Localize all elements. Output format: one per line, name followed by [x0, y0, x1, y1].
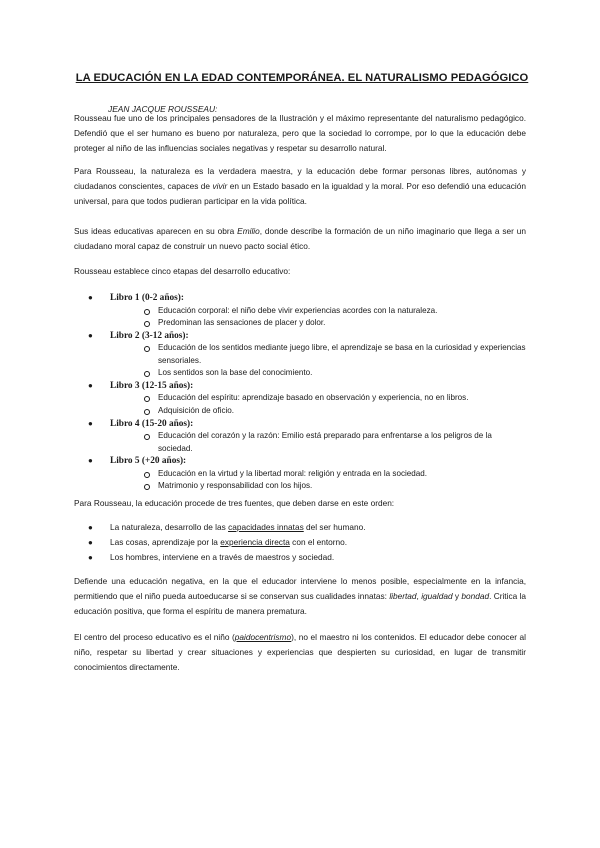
- negative-text-start: Defiende una educación negativa, en la que el educador interviene lo menos posible, especialmente en la infancia, permitiendo que el niño pueda autoeducarse si se conservan sus cualidades innatas:: [74, 576, 526, 602]
- book-title: Libro 1 (0-2 años):: [110, 293, 184, 303]
- book-item: [88, 418, 528, 456]
- negative-emphasis-bondad: bondad: [461, 591, 490, 602]
- negative-emphasis-igualdad: igualdad: [421, 591, 453, 602]
- book-title: Libro 3 (12-15 años):: [110, 380, 194, 391]
- book-point-text: Educación corporal: el niño debe vivir experiencias acordes con la naturaleza.: [158, 305, 438, 315]
- center-text-end: ), no el maestro ni los contenidos. El educador debe conocer al niño, respetar su libertad y crear situaciones y experiencias que despierten su curiosidad, en lugar de transmitir conocimientos directamente.: [74, 632, 526, 673]
- negative-separator: ,: [416, 591, 422, 602]
- paidocentrism-paragraph: [74, 630, 526, 675]
- bullet-icon: ●: [88, 538, 93, 548]
- book-point: [144, 367, 528, 380]
- book-point-text: Los sentidos son la base del conocimiento.: [158, 368, 313, 378]
- center-text-start: El centro del proceso educativo es el niño (: [74, 632, 235, 642]
- book-item: [88, 455, 528, 493]
- source-item: [88, 550, 528, 565]
- source-text-end: con el entorno.: [289, 537, 348, 548]
- source-text-end: del ser humano.: [303, 522, 366, 532]
- intro-paragraph: Rousseau fue uno de los principales pensadores de la Ilustración y el máximo representante del naturalismo pedagógico. Defendió que el ser humano es bueno por naturaleza, pero que la sociedad lo corrompe, por lo que la educación debe proteger al niño de las influencias sociales negativas y respetar su desarrollo natural.: [74, 113, 526, 154]
- source-text-start: Los hombres, interviene en a través de maestros y sociedad.: [110, 552, 335, 563]
- circle-bullet-icon: [144, 346, 150, 352]
- source-item: [88, 520, 528, 535]
- nature-paragraph: [74, 164, 526, 209]
- negative-education-paragraph: [74, 574, 526, 619]
- book-point-text: Educación del espíritu: aprendizaje basado en observación y experiencia, no en libros.: [158, 393, 469, 403]
- source-underlined: capacidades innatas: [228, 522, 304, 532]
- book-item: [88, 380, 528, 418]
- bullet-icon: ●: [88, 330, 93, 340]
- circle-bullet-icon: [144, 321, 150, 327]
- circle-bullet-icon: [144, 472, 150, 478]
- book-point: [144, 342, 528, 367]
- book-title: Libro 5 (+20 años):: [110, 456, 187, 467]
- book-point: [144, 430, 528, 455]
- book-point: [144, 317, 528, 330]
- negative-separator: y: [452, 591, 462, 602]
- nature-text-start: Para Rousseau, la naturaleza es la verdadera maestra, y la educación debe formar personas libres, autónomas y ciudadanos conscientes, capaces de: [74, 166, 526, 192]
- source-text-start: Las cosas, aprendizaje por la: [110, 537, 221, 548]
- sources-intro: Para Rousseau, la educación procede de tres fuentes, que deben darse en este orden:: [74, 498, 395, 508]
- nature-emphasis: vivir: [212, 181, 228, 192]
- ideas-emphasis: Emilio: [237, 226, 260, 236]
- book-point-text: Adquisición de oficio.: [158, 406, 235, 416]
- stages-intro: Rousseau establece cinco etapas del desarrollo educativo:: [74, 266, 291, 276]
- book-point-text: Predominan las sensaciones de placer y dolor.: [158, 318, 326, 328]
- nature-text-end: en un Estado basado en la igualdad y la moral. Por eso defendió una educación universal, para que todos pudieran participar en la vida política.: [74, 181, 527, 207]
- source-underlined: experiencia directa: [220, 537, 290, 548]
- bullet-icon: ●: [88, 418, 93, 428]
- books-list: [88, 292, 528, 493]
- sources-list: [88, 520, 528, 566]
- book-title: Libro 4 (15-20 años):: [110, 418, 194, 429]
- book-sublist: [110, 430, 528, 455]
- circle-bullet-icon: [144, 309, 150, 315]
- book-point: [144, 392, 528, 405]
- circle-bullet-icon: [144, 409, 150, 415]
- ideas-text-end: , donde describe la formación de un niño imaginario que llega a ser un ciudadano moral capaz de construir un nuevo pacto social ético.: [74, 226, 526, 252]
- book-point-text: Educación del corazón y la razón: Emilio está preparado para enfrentarse a los peligros de la sociedad.: [158, 431, 492, 453]
- bullet-icon: ●: [88, 553, 93, 563]
- author-heading: JEAN JACQUE ROUSSEAU:: [108, 104, 218, 114]
- book-point-text: Educación de los sentidos mediante juego libre, el aprendizaje se basa en la curiosidad y experiencias sensoriales.: [158, 343, 526, 365]
- book-sublist: [110, 468, 528, 493]
- book-item: [88, 292, 528, 330]
- book-point-text: Educación en la virtud y la libertad moral: religión y entrada en la sociedad.: [158, 468, 428, 478]
- book-point: [144, 480, 528, 493]
- source-item: [88, 535, 528, 550]
- book-title: Libro 2 (3-12 años):: [110, 330, 189, 341]
- book-point-text: Matrimonio y responsabilidad con los hijos.: [158, 481, 313, 491]
- negative-text-end: . Critica la educación positiva, que forma el espíritu de manera prematura.: [74, 591, 526, 617]
- book-sublist: [110, 342, 528, 380]
- circle-bullet-icon: [144, 371, 150, 377]
- ideas-paragraph: [74, 224, 526, 254]
- bullet-icon: ●: [88, 456, 93, 466]
- book-sublist: [110, 305, 528, 330]
- circle-bullet-icon: [144, 434, 150, 440]
- book-point: [144, 468, 528, 481]
- circle-bullet-icon: [144, 396, 150, 402]
- book-point: [144, 305, 528, 318]
- source-text-start: La naturaleza, desarrollo de las: [110, 522, 229, 532]
- book-sublist: [110, 392, 528, 417]
- circle-bullet-icon: [144, 484, 150, 490]
- ideas-text-start: Sus ideas educativas aparecen en su obra: [74, 226, 238, 236]
- center-emphasis: paidocentrismo: [234, 632, 292, 642]
- bullet-icon: ●: [88, 523, 93, 532]
- book-item: [88, 330, 528, 380]
- negative-emphasis-libertad: libertad: [389, 591, 417, 602]
- page-title: LA EDUCACIÓN EN LA EDAD CONTEMPORÁNEA. EL NATURALISMO PEDAGÓGICO: [75, 72, 529, 84]
- bullet-icon: ●: [88, 380, 93, 390]
- book-point: [144, 405, 528, 418]
- bullet-icon: ●: [88, 293, 93, 302]
